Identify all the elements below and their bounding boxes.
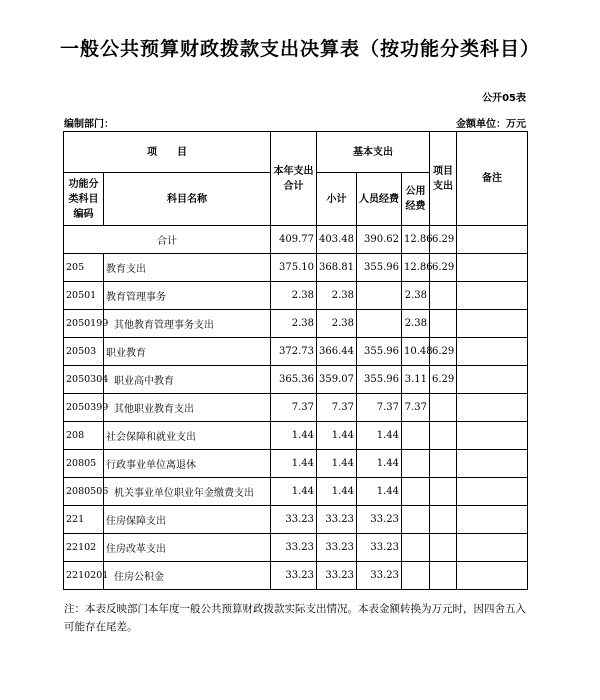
personnel-cell: 33.23 xyxy=(357,506,402,534)
total-year-cell: 33.23 xyxy=(271,506,317,534)
subtotal-cell: 1.44 xyxy=(317,422,357,450)
public-cell: 12.86 xyxy=(402,254,430,282)
project-exp-cell: 6.29 xyxy=(430,366,457,394)
public-cell xyxy=(402,506,430,534)
subject-name-cell-text: 职业高中教育 xyxy=(114,376,174,387)
func-code-cell: 2050399 xyxy=(64,394,104,422)
personnel-cell: 1.44 xyxy=(357,422,402,450)
total-year-cell: 1.44 xyxy=(271,450,317,478)
personnel-cell: 355.96 xyxy=(357,366,402,394)
public-cell: 12.86 xyxy=(402,226,430,254)
table-total-row xyxy=(64,226,528,254)
public-cell: 2.38 xyxy=(402,282,430,310)
subject-name-cell: 教育管理事务 xyxy=(104,282,271,310)
func-code-cell: 205 xyxy=(64,254,104,282)
func-code-cell: 221 xyxy=(64,506,104,534)
total-year-cell: 372.73 xyxy=(271,338,317,366)
remark-cell xyxy=(457,226,528,254)
func-code-cell: 22102 xyxy=(64,534,104,562)
subtotal-cell: 359.07 xyxy=(317,366,357,394)
subtotal-cell: 7.37 xyxy=(317,394,357,422)
header-project: 项 目 xyxy=(64,132,271,173)
subtotal-cell: 1.44 xyxy=(317,478,357,506)
subtotal-cell: 403.48 xyxy=(317,226,357,254)
subject-name-cell xyxy=(104,478,271,506)
remark-cell xyxy=(457,534,528,562)
total-year-cell: 33.23 xyxy=(271,534,317,562)
table-row xyxy=(64,562,528,590)
subject-name-cell xyxy=(104,394,271,422)
total-year-cell: 2.38 xyxy=(271,282,317,310)
public-cell: 2.38 xyxy=(402,310,430,338)
subject-name-cell: 职业教育 xyxy=(104,338,271,366)
header-subject-name: 科目名称 xyxy=(104,173,271,226)
subject-name-cell-text: 其他职业教育支出 xyxy=(114,404,194,415)
func-code-cell: 2050199 xyxy=(64,310,104,338)
func-code-cell: 20805 xyxy=(64,450,104,478)
table-row xyxy=(64,282,528,310)
header-public: 公用经费 xyxy=(402,173,430,226)
personnel-cell: 1.44 xyxy=(357,450,402,478)
total-label: 合计 xyxy=(64,226,271,254)
table-row xyxy=(64,394,528,422)
total-year-cell: 7.37 xyxy=(271,394,317,422)
header-project-expenditure: 项目支出 xyxy=(430,132,457,226)
project-exp-cell: 6.29 xyxy=(430,254,457,282)
subject-name-cell xyxy=(104,366,271,394)
subtotal-cell: 368.81 xyxy=(317,254,357,282)
public-cell: 10.48 xyxy=(402,338,430,366)
subtotal-cell: 33.23 xyxy=(317,506,357,534)
project-exp-cell xyxy=(430,506,457,534)
project-exp-cell xyxy=(430,422,457,450)
project-exp-cell xyxy=(430,450,457,478)
header-subtotal: 小计 xyxy=(317,173,357,226)
public-cell: 7.37 xyxy=(402,394,430,422)
public-cell xyxy=(402,422,430,450)
remark-cell xyxy=(457,394,528,422)
total-year-cell: 1.44 xyxy=(271,478,317,506)
header-func-code: 功能分类科目编码 xyxy=(64,173,104,226)
project-exp-cell: 6.29 xyxy=(430,338,457,366)
remark-cell xyxy=(457,338,528,366)
remark-cell xyxy=(457,254,528,282)
table-row xyxy=(64,366,528,394)
remark-cell xyxy=(457,562,528,590)
project-exp-cell xyxy=(430,310,457,338)
subject-name-cell: 住房改革支出 xyxy=(104,534,271,562)
total-year-cell: 1.44 xyxy=(271,422,317,450)
personnel-cell: 1.44 xyxy=(357,478,402,506)
public-cell xyxy=(402,562,430,590)
func-code-cell: 2050304 xyxy=(64,366,104,394)
remark-cell xyxy=(457,422,528,450)
subject-name-cell-text: 其他教育管理事务支出 xyxy=(114,320,214,331)
unit-label: 金额单位：万元 xyxy=(456,119,526,130)
table-row xyxy=(64,478,528,506)
subtotal-cell: 366.44 xyxy=(317,338,357,366)
public-cell: 3.11 xyxy=(402,366,430,394)
public-cell xyxy=(402,450,430,478)
table-row xyxy=(64,506,528,534)
header-personnel: 人员经费 xyxy=(357,173,402,226)
total-year-cell: 2.38 xyxy=(271,310,317,338)
org-label: 编制部门： xyxy=(64,119,114,130)
subject-name-cell-text: 机关事业单位职业年金缴费支出 xyxy=(114,488,254,499)
public-cell xyxy=(402,534,430,562)
expenditure-table xyxy=(63,131,528,590)
remark-cell xyxy=(457,506,528,534)
total-year-cell: 409.77 xyxy=(271,226,317,254)
func-code-cell: 208 xyxy=(64,422,104,450)
project-exp-cell xyxy=(430,534,457,562)
personnel-cell: 355.96 xyxy=(357,338,402,366)
total-year-cell: 33.23 xyxy=(271,562,317,590)
personnel-cell: 7.37 xyxy=(357,394,402,422)
project-exp-cell xyxy=(430,478,457,506)
func-code-cell: 2080506 xyxy=(64,478,104,506)
table-row xyxy=(64,422,528,450)
subtotal-cell: 2.38 xyxy=(317,282,357,310)
total-year-cell: 365.36 xyxy=(271,366,317,394)
func-code-cell: 2210201 xyxy=(64,562,104,590)
form-number: 公开05表 xyxy=(482,93,526,104)
personnel-cell xyxy=(357,310,402,338)
table-row xyxy=(64,254,528,282)
subtotal-cell: 2.38 xyxy=(317,310,357,338)
personnel-cell: 33.23 xyxy=(357,534,402,562)
project-exp-cell xyxy=(430,282,457,310)
subject-name-cell xyxy=(104,310,271,338)
subtotal-cell: 33.23 xyxy=(317,562,357,590)
footnote: 注：本表反映部门本年度一般公共预算财政拨款实际支出情况。本表金额转换为万元时，因四舍五入可能存在尾差。 xyxy=(64,603,526,633)
subtotal-cell: 33.23 xyxy=(317,534,357,562)
table-row xyxy=(64,534,528,562)
subject-name-cell: 行政事业单位离退休 xyxy=(104,450,271,478)
personnel-cell: 33.23 xyxy=(357,562,402,590)
remark-cell xyxy=(457,366,528,394)
personnel-cell: 355.96 xyxy=(357,254,402,282)
remark-cell xyxy=(457,450,528,478)
subject-name-cell: 教育支出 xyxy=(104,254,271,282)
personnel-cell: 390.62 xyxy=(357,226,402,254)
total-year-cell: 375.10 xyxy=(271,254,317,282)
header-total-year: 本年支出合计 xyxy=(271,132,317,226)
func-code-cell: 20501 xyxy=(64,282,104,310)
func-code-cell: 20503 xyxy=(64,338,104,366)
table-row xyxy=(64,338,528,366)
remark-cell xyxy=(457,478,528,506)
subject-name-cell: 住房保障支出 xyxy=(104,506,271,534)
project-exp-cell xyxy=(430,394,457,422)
table-row xyxy=(64,310,528,338)
personnel-cell xyxy=(357,282,402,310)
project-exp-cell: 6.29 xyxy=(430,226,457,254)
header-basic: 基本支出 xyxy=(317,132,430,173)
header-remark: 备注 xyxy=(457,132,528,226)
project-exp-cell xyxy=(430,562,457,590)
table-row xyxy=(64,450,528,478)
subject-name-cell: 社会保障和就业支出 xyxy=(104,422,271,450)
report-title: 一般公共预算财政拨款支出决算表（按功能分类科目） xyxy=(59,38,540,60)
subtotal-cell: 1.44 xyxy=(317,450,357,478)
subject-name-cell-text: 住房公积金 xyxy=(114,572,164,583)
public-cell xyxy=(402,478,430,506)
remark-cell xyxy=(457,282,528,310)
remark-cell xyxy=(457,310,528,338)
subject-name-cell xyxy=(104,562,271,590)
